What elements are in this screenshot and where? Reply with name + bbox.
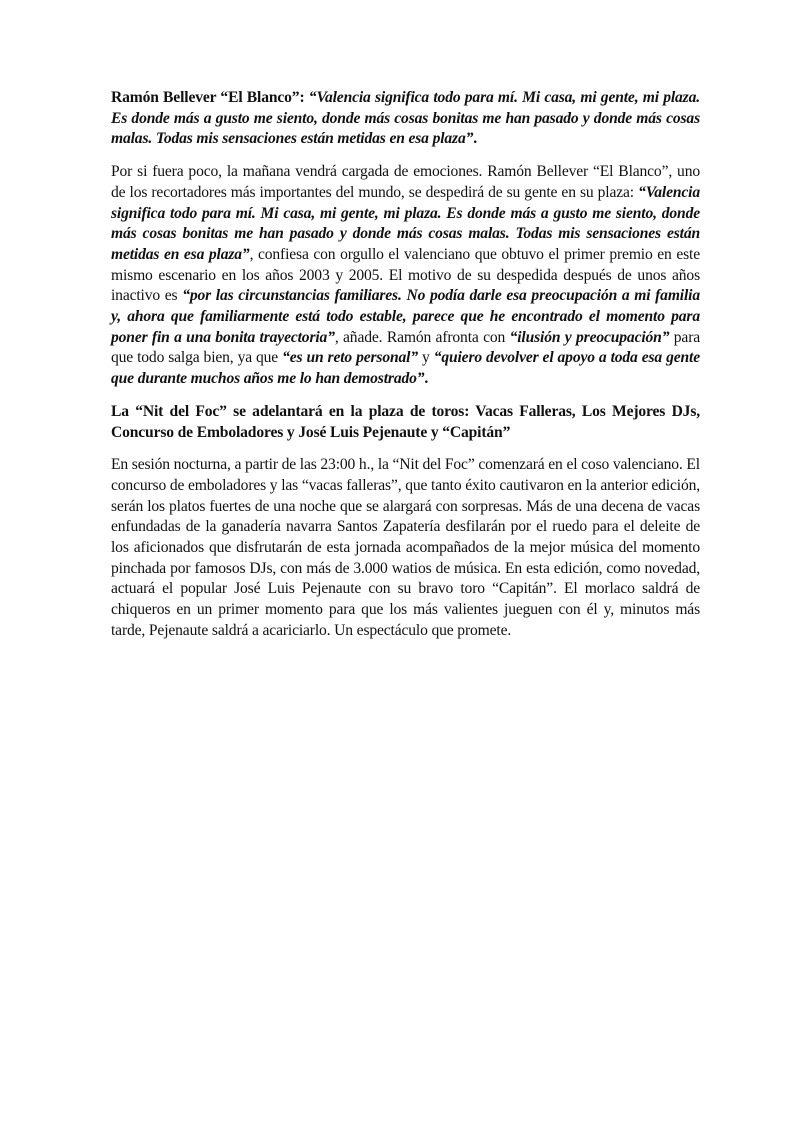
body-text: para que todo salga bien, ya que <box>111 328 701 367</box>
paragraph-quote-bellever <box>111 88 700 150</box>
quote-text: “Valencia significa todo para mí. Mi casa, mi gente, mi plaza. Es donde más a gusto me siento, donde más cosas bonitas me han pasado y donde más cosas malas. Todas mis sensaciones están metidas en esa plaza” <box>111 183 700 263</box>
quote-end: . <box>473 130 478 148</box>
section-heading: La “Nit del Foc” se adelantará en la plaza de toros: Vacas Falleras, Los Mejores DJs, Concurso de Emboladores y José Luis Pejenaute y “Capitán” <box>111 402 700 441</box>
quote-text: “ilusión y preocupación” <box>509 328 670 346</box>
paragraph-farewell <box>111 162 700 390</box>
quote-text: “es un reto personal” <box>282 349 418 367</box>
paragraph-nit-del-foc: En sesión nocturna, a partir de las 23:00 h., la “Nit del Foc” comenzará en el coso valenciano. El concurso de emboladores y las “vacas falleras”, que tanto éxito cautivaron en la anterior edición, serán los platos fuertes de una noche que se alargará con sorpresas. Más de una decena de vacas enfundadas de la ganadería navarra Santos Zapatería desfilarán por el ruedo para el deleite de los aficionados que disfrutarán de esta jornada acompañados de la mejor música del momento pinchada por famosos DJs, con más de 3.000 watios de música. En esta edición, como novedad, actuará el popular José Luis Pejenaute con su bravo toro “Capitán”. El morlaco saldrá de chiqueros en un primer momento para que los más valientes jueguen con él y, minutos más tarde, Pejenaute saldrá a acariciarlo. Un espectáculo que promete. <box>111 456 700 639</box>
body-text: y <box>417 349 434 367</box>
quote-end: . <box>424 370 429 388</box>
quote-text: “por las circunstancias familiares. No podía darle esa preocupación a mi familia y, ahora que familiarmente está todo estable, parece que he encontrado el momento para poner fin a una bonita trayectoria” <box>111 287 701 346</box>
body-text: , confiesa con orgullo el valenciano que obtuvo el primer premio en este mismo escenario en los años 2003 y 2005. El motivo de su despedida después de unos años inactivo es <box>111 245 700 305</box>
quote-text: “quiero devolver el apoyo a toda esa gente que durante muchos años me lo han demostrado” <box>111 349 700 388</box>
body-text: Por si fuera poco, la mañana vendrá cargada de emociones. Ramón Bellever “El Blanco”, uno de los recortadores más importantes del mundo, se despedirá de su gente en su plaza: <box>111 163 700 201</box>
quote-text: “Valencia significa todo para mí. Mi casa, mi gente, mi plaza. Es donde más a gusto me siento, donde más cosas bonitas me han pasado y donde más cosas malas. Todas mis sensaciones están metidas en esa plaza” <box>111 89 700 148</box>
speaker-name: Ramón Bellever “El Blanco”: <box>111 89 309 106</box>
document-page <box>111 88 700 654</box>
body-text: , añade. Ramón afronta con <box>334 328 510 346</box>
